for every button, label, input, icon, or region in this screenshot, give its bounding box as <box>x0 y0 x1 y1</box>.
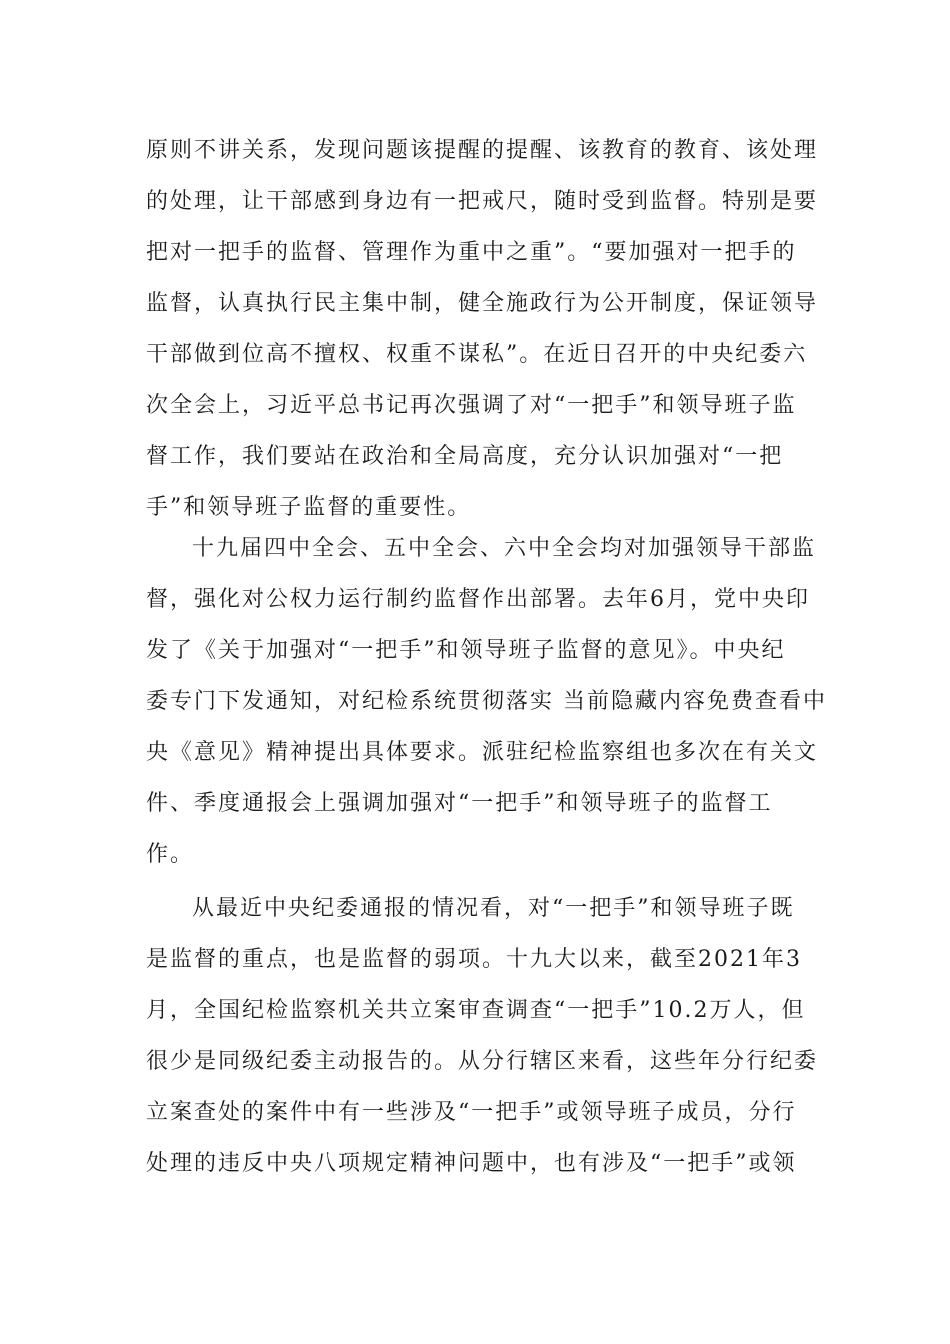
text-line: 次全会上，习近平总书记再次强调了对“一把手”和领导班子监 <box>146 393 797 418</box>
text-line: 督工作，我们要站在政治和全局高度，充分认识加强对“一把 <box>146 444 784 469</box>
text-line: 央《意见》精神提出具体要求。派驻纪检监察组也多次在有关文 <box>146 740 819 765</box>
text-line: 立案查处的案件中有一些涉及“一把手”或领导班子成员，分行 <box>146 1100 797 1125</box>
text-line: 手”和领导班子监督的重要性。 <box>146 495 472 520</box>
text-line: 委专门下发通知，对纪检系统贯彻落实 当前隐藏内容免费查看中 <box>146 689 827 714</box>
text-line: 件、季度通报会上强调加强对“一把手”和领导班子的监督工 <box>146 791 773 816</box>
text-line: 干部做到位高不擅权、权重不谋私”。在近日召开的中央纪委六 <box>146 342 808 367</box>
text-line: 处理的违反中央八项规定精神问题中，也有涉及“一把手”或领 <box>146 1151 797 1176</box>
paragraph-3 <box>146 883 819 1189</box>
text-line: 从最近中央纪委通报的情况看，对“一把手”和领导班子既 <box>192 896 795 921</box>
paragraph-1 <box>146 125 819 533</box>
text-line: 发了《关于加强对“一把手”和领导班子监督的意见》。中央纪 <box>146 638 786 663</box>
text-line: 月，全国纪检监察机关共立案审查调查“一把手”10.2万人，但 <box>146 998 806 1023</box>
text-line: 监督，认真执行民主集中制，健全施政行为公开制度，保证领导 <box>146 291 819 316</box>
text-line: 作。 <box>146 842 195 867</box>
paragraph-2 <box>146 523 827 880</box>
text-line: 很少是同级纪委主动报告的。从分行辖区来看，这些年分行纪委 <box>146 1049 819 1074</box>
text-line: 是监督的重点，也是监督的弱项。十九大以来，截至2021年3 <box>146 947 802 972</box>
text-line: 的处理，让干部感到身边有一把戒尺，随时受到监督。特别是要 <box>146 189 819 214</box>
text-line: 把对一把手的监督、管理作为重中之重”。“要加强对一把手的 <box>146 240 797 265</box>
text-line: 原则不讲关系，发现问题该提醒的提醒、该教育的教育、该处理 <box>146 138 819 163</box>
text-line: 十九届四中全会、五中全会、六中全会均对加强领导干部监 <box>192 536 817 561</box>
text-line: 督，强化对公权力运行制约监督作出部署。去年6月，党中央印 <box>146 587 810 612</box>
